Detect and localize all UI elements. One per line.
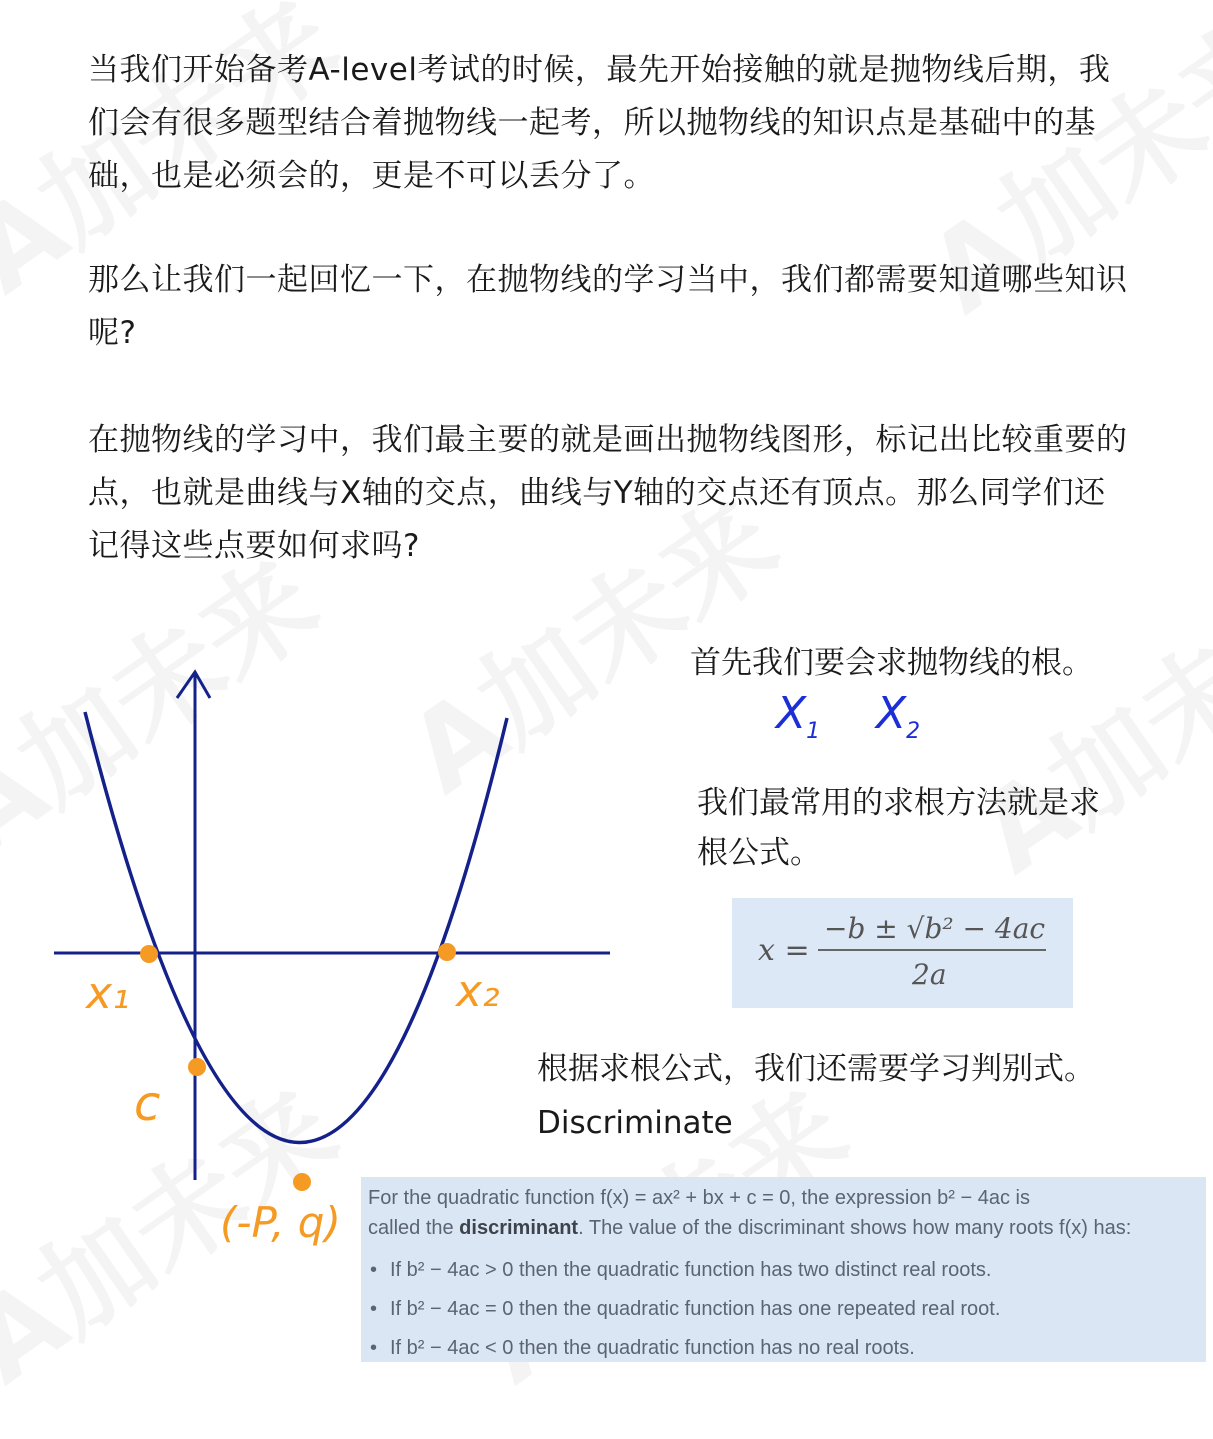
label-c: c — [134, 1076, 161, 1132]
intro-paragraph: 当我们开始备考A-level考试的时候，最先开始接触的就是抛物线后期，我们会有很多题型结合着抛物线一起考，所以抛物线的知识点是基础中的基础，也是必须会的，更是不可以丢分了。 — [88, 52, 1111, 194]
formula-denominator: 2a — [912, 958, 947, 991]
case-positive: • If b² − 4ac > 0 then the quadratic function has two distinct real roots. — [368, 1251, 1206, 1290]
definition-intro-line-2: called the discriminant. The value of the discriminant shows how many roots f(x) has: — [368, 1217, 1132, 1239]
roots-explanation — [690, 638, 1110, 688]
discriminant-definition — [361, 1177, 1206, 1362]
vertex-point — [293, 1173, 311, 1191]
formula-lhs: x = — [758, 933, 810, 968]
question-paragraph: 那么让我们一起回忆一下，在抛物线的学习当中，我们都需要知道哪些知识呢? — [88, 262, 1128, 351]
label-vertex: (-P, q) — [220, 1198, 341, 1247]
definition-intro-line-1: For the quadratic function f(x) = ax² + bx + c = 0, the expression b² − 4ac is — [368, 1187, 1031, 1209]
root-label-x1: $X_1$ — [776, 688, 821, 744]
label-x1: x₁ — [86, 968, 130, 1019]
discriminant-english: Discriminate — [537, 1105, 733, 1141]
root-point-x1 — [140, 945, 158, 963]
formula-explanation: 我们最常用的求根方法就是求根公式。 — [697, 785, 1100, 871]
key-points-paragraph: 在抛物线的学习中，我们最主要的就是画出抛物线图形，标记出比较重要的点，也就是曲线与X轴的交点，曲线与Y轴的交点还有顶点。那么同学们还记得这些点要如何求吗? — [88, 422, 1128, 564]
case-negative: • If b² − 4ac < 0 then the quadratic function has no real roots. — [368, 1329, 1206, 1368]
y-intercept-point — [188, 1058, 206, 1076]
root-point-x2 — [438, 943, 456, 961]
quadratic-formula — [732, 898, 1073, 1008]
discriminant-cases — [368, 1251, 1206, 1368]
root-label-x2: $X_2$ — [876, 688, 921, 744]
label-x2: x₂ — [456, 966, 500, 1017]
case-zero: • If b² − 4ac = 0 then the quadratic function has one repeated real root. — [368, 1290, 1206, 1329]
formula-numerator: −b ± √b² − 4ac — [824, 912, 1046, 945]
discriminant-text: 根据求根公式，我们还需要学习判别式。 — [537, 1051, 1095, 1087]
roots-text: 首先我们要会求抛物线的根。 — [690, 645, 1093, 681]
discriminant-term: discriminant — [459, 1217, 579, 1239]
discriminant-explanation — [537, 1042, 1197, 1150]
